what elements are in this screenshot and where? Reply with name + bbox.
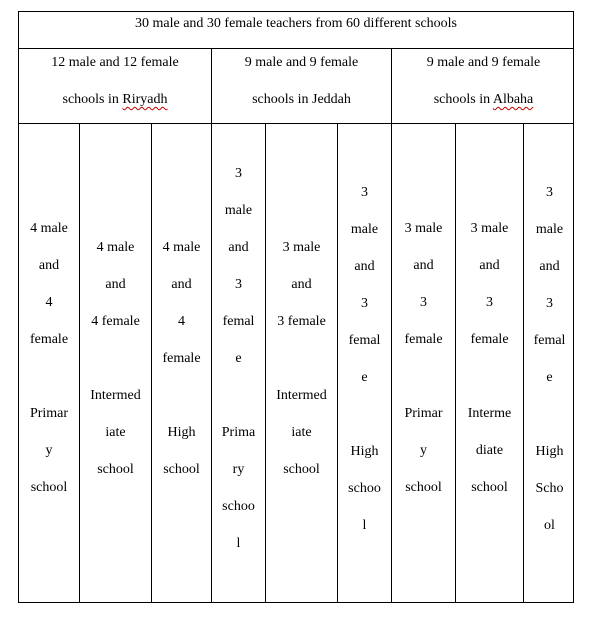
school-cell-albaha-primary xyxy=(391,124,455,602)
cell-text-line: 4 male xyxy=(162,240,201,255)
cell-text-line: school xyxy=(30,480,68,495)
region-albaha-count: 9 male and 9 female xyxy=(426,55,541,70)
cell-text-line: Prima xyxy=(221,425,256,440)
cell-text-line: 4 female xyxy=(91,314,140,329)
cell-text-line: femal xyxy=(348,333,381,348)
regions-row xyxy=(18,48,574,124)
cell-text-line: y xyxy=(45,443,53,458)
region-albaha-city: Albaha xyxy=(492,92,534,107)
cell-text-line: ol xyxy=(544,518,555,533)
region-riyadh-label: schools in Riryadh xyxy=(62,92,168,107)
cell-text-line: and xyxy=(354,259,375,274)
cell-text-line: school xyxy=(97,462,134,477)
sampling-table xyxy=(18,11,574,603)
schools-row xyxy=(18,123,574,603)
cell-text-line: 3 xyxy=(546,185,553,200)
school-cell-riyadh-primary xyxy=(19,124,79,602)
table-header-row xyxy=(18,11,574,49)
school-cell-riyadh-intermediate xyxy=(79,124,151,602)
cell-text-line: Primar xyxy=(29,406,69,421)
region-riyadh-cell xyxy=(19,49,211,123)
cell-text-line: Primar xyxy=(404,406,443,421)
cell-text-line: 3 male xyxy=(282,240,321,255)
region-jeddah-label: schools in Jeddah xyxy=(252,92,351,107)
cell-text-line: 3 xyxy=(420,295,427,310)
school-cell-riyadh-high xyxy=(151,124,211,602)
table-title: 30 male and 30 female teachers from 60 different schools xyxy=(134,16,457,31)
cell-text-line: female xyxy=(29,332,69,347)
cell-text-line: male xyxy=(535,222,564,237)
cell-text-line: Scho xyxy=(535,481,564,496)
region-albaha-cell xyxy=(391,49,575,123)
cell-text-line: schoo xyxy=(222,499,255,514)
cell-text-line: 3 male xyxy=(470,221,509,236)
cell-text-line: iate xyxy=(105,425,126,440)
cell-text-line: 3 xyxy=(486,295,493,310)
cell-text-line: and xyxy=(171,277,192,292)
cell-text-line: femal xyxy=(533,333,566,348)
cell-text-line: 4 male xyxy=(30,221,68,236)
cell-text-line: and xyxy=(291,277,312,292)
cell-text-line: male xyxy=(224,203,253,218)
cell-text-line: 3 xyxy=(235,277,242,292)
region-jeddah-count: 9 male and 9 female xyxy=(244,55,359,70)
cell-text-line: school xyxy=(471,480,508,495)
cell-text-line: e xyxy=(546,370,553,385)
cell-text-line: 3 female xyxy=(277,314,326,329)
cell-text-line: school xyxy=(163,462,200,477)
cell-text-line: and xyxy=(479,258,500,273)
school-cell-albaha-high xyxy=(523,124,575,602)
school-cell-jeddah-primary xyxy=(211,124,265,602)
cell-text-line: and xyxy=(105,277,126,292)
cell-text-line: iate xyxy=(291,425,312,440)
region-jeddah-cell xyxy=(211,49,391,123)
cell-text-line: school xyxy=(283,462,320,477)
cell-text-line: diate xyxy=(475,443,504,458)
cell-text-line: High xyxy=(350,444,379,459)
school-cell-jeddah-intermediate xyxy=(265,124,337,602)
cell-text-line: femal xyxy=(222,314,255,329)
cell-text-line: 3 xyxy=(546,296,553,311)
cell-text-line: Interme xyxy=(467,406,512,421)
cell-text-line: Intermed xyxy=(90,388,141,403)
cell-text-line: male xyxy=(350,222,379,237)
region-albaha-label: schools in Albaha xyxy=(433,92,534,107)
cell-text-line: ry xyxy=(232,462,245,477)
cell-text-line: female xyxy=(404,332,443,347)
cell-text-line: and xyxy=(38,258,60,273)
cell-text-line: e xyxy=(235,351,242,366)
cell-text-line: e xyxy=(361,370,368,385)
cell-text-line: female xyxy=(470,332,509,347)
cell-text-line: schoo xyxy=(348,481,381,496)
cell-text-line: 3 xyxy=(361,296,368,311)
cell-text-line: and xyxy=(228,240,249,255)
cell-text-line: 4 xyxy=(178,314,185,329)
cell-text-line: Intermed xyxy=(276,388,327,403)
cell-text-line: 4 male xyxy=(96,240,135,255)
cell-text-line: and xyxy=(539,259,560,274)
school-cell-jeddah-high xyxy=(337,124,391,602)
cell-text-line: 3 xyxy=(235,166,242,181)
cell-text-line: and xyxy=(413,258,434,273)
cell-text-line: High xyxy=(167,425,196,440)
cell-text-line: y xyxy=(420,443,427,458)
cell-text-line: 3 male xyxy=(404,221,443,236)
cell-text-line: 4 xyxy=(45,295,53,310)
cell-text-line: l xyxy=(236,536,241,551)
cell-text-line: school xyxy=(405,480,442,495)
cell-text-line: High xyxy=(535,444,564,459)
region-riyadh-count: 12 male and 12 female xyxy=(51,55,179,70)
cell-text-line: female xyxy=(162,351,201,366)
region-riyadh-city: Riryadh xyxy=(122,92,168,107)
cell-text-line: l xyxy=(362,518,367,533)
school-cell-albaha-intermediate xyxy=(455,124,523,602)
cell-text-line: 3 xyxy=(361,185,368,200)
